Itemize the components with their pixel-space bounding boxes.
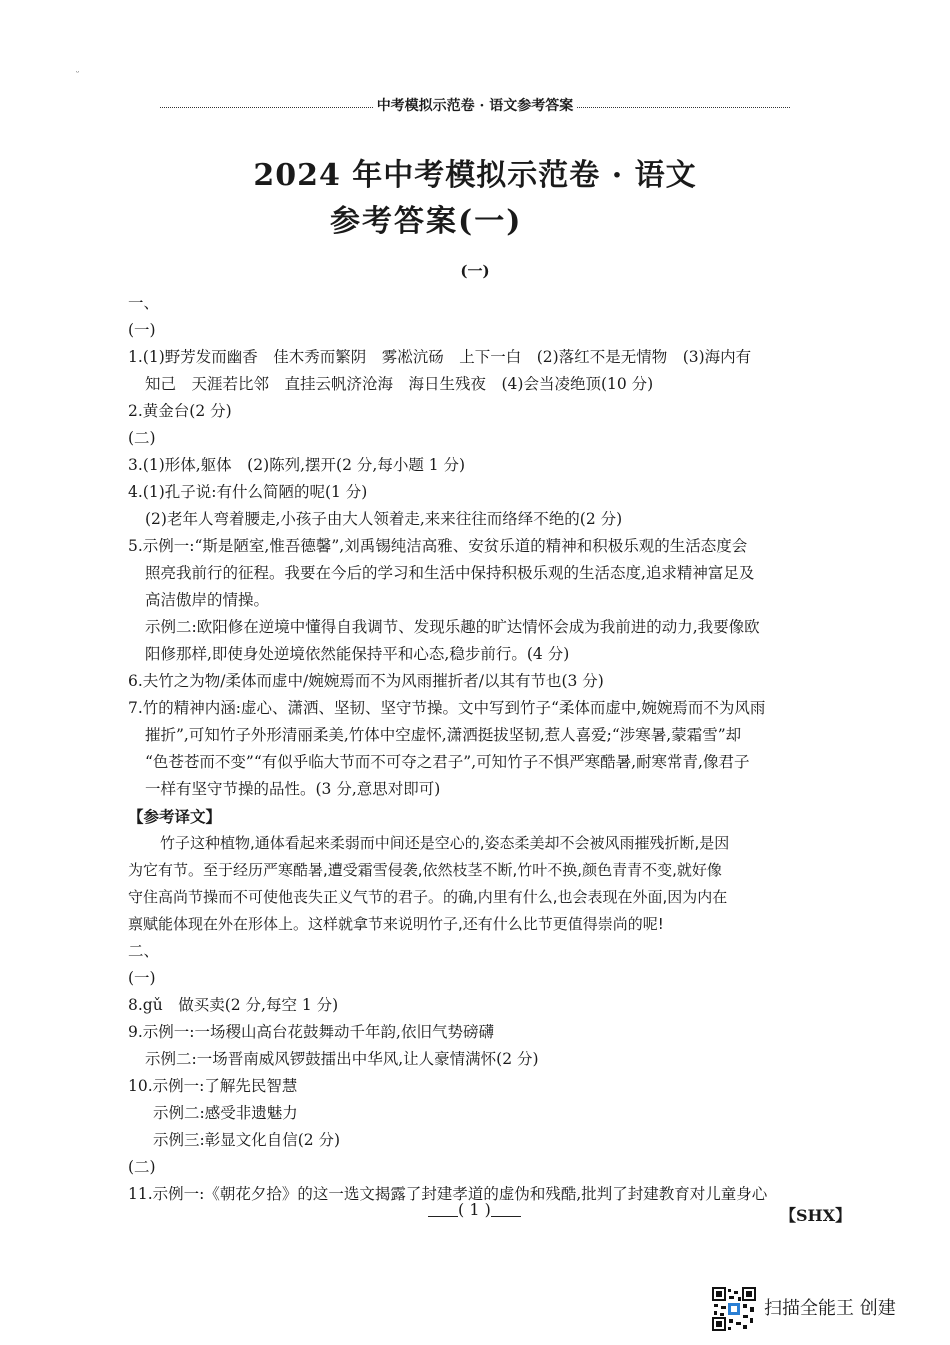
answer-line: 阳修那样,即使身处逆境依然能保持平和心态,稳步前行。(4 分) — [145, 645, 570, 663]
page-title: 2024 年中考模拟示范卷 · 语文 — [253, 158, 697, 193]
header-dots-right — [577, 107, 790, 108]
page-footer — [428, 1200, 521, 1219]
footer-underline-left — [428, 1202, 458, 1217]
answer-line: 11.示例一:《朝花夕拾》的这一选文揭露了封建孝道的虚伪和残酷,批判了封建教育对儿童身心 — [128, 1185, 768, 1203]
answer-content — [128, 290, 848, 1208]
answer-line: 示例三:彰显文化自信(2 分) — [153, 1131, 341, 1149]
answer-line: (一) — [128, 969, 156, 987]
answer-line: 禀赋能体现在外在形体上。这样就拿节来说明竹子,还有什么比节更值得崇尚的呢! — [128, 915, 664, 933]
answer-line: 二、 — [128, 942, 160, 960]
answer-line: 示例二:一场晋南威风锣鼓擂出中华风,让人豪情满怀(2 分) — [145, 1050, 539, 1068]
answer-line: 7.竹的精神内涵:虚心、潇洒、坚韧、坚守节操。文中写到竹子“柔体而虚中,婉婉焉而不为风雨 — [128, 699, 766, 717]
answer-line: 8.gǔ 做买卖(2 分,每空 1 分) — [128, 996, 339, 1014]
running-header — [160, 93, 790, 117]
answer-line: 示例二:欧阳修在逆境中懂得自我调节、发现乐趣的旷达情怀会成为我前进的动力,我要像欧 — [145, 618, 760, 636]
answer-line: 摧折”,可知竹子外形清丽柔美,竹体中空虚怀,潇洒挺拔坚韧,惹人喜爱;“涉寒暑,蒙霜雪”却 — [145, 726, 742, 744]
answer-line: 知己 天涯若比邻 直挂云帆济沧海 海日生残夜 (4)会当凌绝顶(10 分) — [145, 375, 654, 393]
answer-line: (二) — [128, 1158, 156, 1176]
answer-line: “色苍苍而不变”“有似乎临大节而不可夺之君子”,可知竹子不惧严寒酷暑,耐寒常青,像君子 — [145, 753, 750, 771]
answer-line: 4.(1)孔子说:有什么简陋的呢(1 分) — [128, 483, 368, 501]
answer-line: 1.(1)野芳发而幽香 佳木秀而繁阴 雾凇沆砀 上下一白 (2)落红不是无情物 (3)海内有 — [128, 348, 752, 366]
running-header-title: 中考模拟示范卷 · 语文参考答案 — [376, 98, 574, 114]
answer-line: 示例二:感受非遗魅力 — [153, 1104, 298, 1122]
answer-line: 照亮我前行的征程。我要在今后的学习和生活中保持积极乐观的生活态度,追求精神富足及 — [145, 564, 755, 582]
footer-paren-left: ( — [458, 1200, 470, 1219]
answer-line: 【参考译文】 — [128, 807, 222, 826]
answer-line: 为它有节。至于经历严寒酷暑,遭受霜雪侵袭,依然枝茎不断,竹叶不换,颜色青青不变,就好像 — [128, 861, 722, 879]
footer-underline-right — [491, 1202, 521, 1217]
answer-line: 6.夫竹之为物/柔体而虚中/婉婉焉而不为风雨摧折者/以其有节也(3 分) — [128, 672, 604, 690]
answer-line: 竹子这种植物,通体看起来柔弱而中间还是空心的,姿态柔美却不会被风雨摧残折断,是因 — [160, 834, 730, 852]
answer-line: (2)老年人弯着腰走,小孩子由大人领着走,来来往往而络绎不绝的(2 分) — [145, 510, 623, 528]
answer-line: 一样有坚守节操的品性。(3 分,意思对即可) — [145, 780, 441, 798]
answer-line: (二) — [128, 429, 156, 447]
answer-line: 5.示例一:“斯是陋室,惟吾德馨”,刘禹锡纯洁高雅、安贫乐道的精神和积极乐观的生活态度会 — [128, 537, 748, 555]
footer-paren-right: ) — [479, 1200, 491, 1219]
answer-line: 2.黄金台(2 分) — [128, 402, 232, 420]
answer-line: 9.示例一:一场稷山高台花鼓舞动千年韵,依旧气势磅礴 — [128, 1023, 494, 1041]
answer-line: 一、 — [128, 294, 160, 312]
footer-code: 【SHX】 — [780, 1206, 852, 1225]
answer-line: 高洁傲岸的情操。 — [145, 591, 270, 609]
scan-speck: ᵕ — [76, 68, 80, 77]
scanner-watermark: 扫描全能王 创建 — [764, 1298, 896, 1319]
answer-line: 3.(1)形体,躯体 (2)陈列,摆开(2 分,每小题 1 分) — [128, 456, 466, 474]
answer-line: 10.示例一:了解先民智慧 — [128, 1077, 298, 1095]
page-number: 1 — [469, 1200, 480, 1219]
answer-line: (一) — [128, 321, 156, 339]
qr-code-icon — [712, 1287, 756, 1331]
answer-line: 守住高尚节操而不可使他丧失正义气节的君子。的确,内里有什么,也会表现在外面,因为内在 — [128, 888, 728, 906]
header-dots-left — [160, 107, 373, 108]
section-mark: (一) — [460, 262, 490, 280]
page-subtitle: 参考答案(一) — [330, 204, 523, 239]
